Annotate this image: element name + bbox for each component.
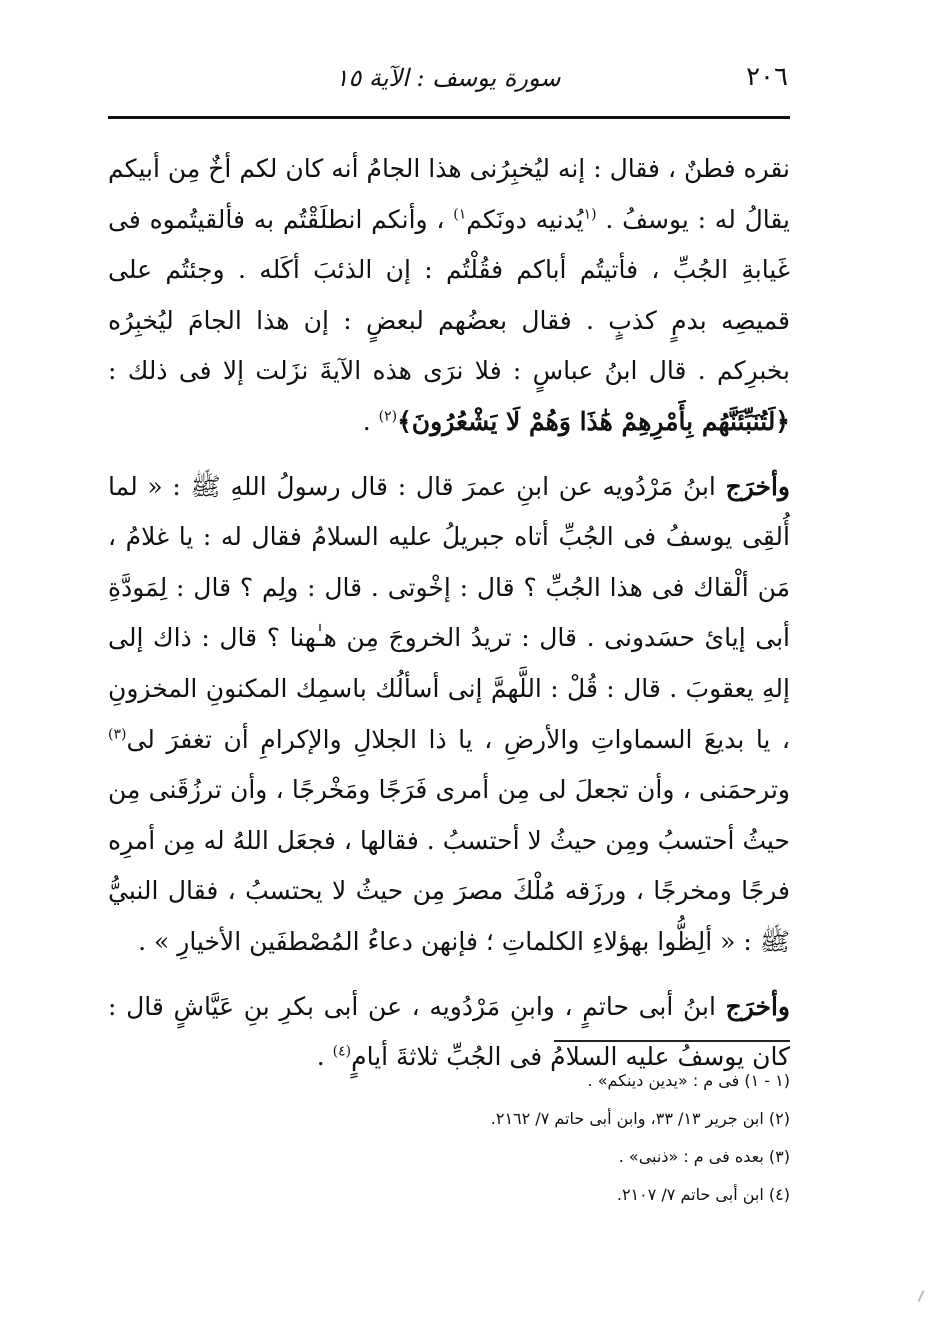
variant-reading-text: يُدنيه دونَكم — [466, 204, 584, 234]
footnote-marker-1-close[interactable]: ١) — [453, 206, 467, 223]
paragraph-text: ، وأنكم انطلَقْتُم به فألقيتُموه فى غَيابةِ الجُبِّ ، فأتيتُم أباكم فقُلْتُم : إن الذئبَ أكَله . وجئتُم على قميصِه بدمٍ كذبٍ . فقال بعضُهم لبعضٍ : إن هذا الجامَ ليُخبِرُه بخبرِكم . قال ابنُ عباسٍ : فلا نرَى هذه الآيةَ نزَلت إلا فى ذلك : — [108, 204, 791, 386]
page-edge-mark — [918, 1290, 925, 1302]
paragraph-text: ابنُ مَرْدُويه عن ابنِ عمرَ قال : قال رسولُ اللهِ ﷺ : « لما أُلقِى يوسفُ فى الجُبِّ أتاه جبريلُ عليه السلامُ فقال له : يا غلامُ ، مَن ألْقاك فى هذا الجُبِّ ؟ قال : إخْوتى . قال : ولِم ؟ قال : لِمَودَّةِ أبى إيائ حسَدونى . قال : تريدُ الخروجَ مِن هـٰهنا ؟ قال : ذاك إلى إلهِ يعقوبَ . قال : قُلْ : اللَّهمَّ إنى أسألُك باسمِك المكنونِ المخزونِ ، يا بديعَ السماواتِ والأرضِ ، يا ذا الجلالِ والإكرامِ أن تغفرَ لى — [108, 471, 790, 754]
footnote-4: (٤) ابن أبى حاتم ٧/ ٢١٠٧. — [616, 1185, 790, 1204]
footnote-marker-4[interactable]: (٤) — [332, 1043, 352, 1060]
paragraph-text: . — [316, 1042, 333, 1072]
footnote-marker-1-open[interactable]: (١ — [583, 206, 597, 223]
paragraph-opener: وأخرَج — [725, 991, 790, 1021]
quran-verse: ﴿لَتُنَبِّئَنَّهُم بِأَمْرِهِمْ هَٰذَا وَهُمْ لَا يَشْعُرُونَ﴾ — [397, 406, 790, 436]
footnote-2: (٢) ابن جرير ١٣/ ٣٣، وابن أبى حاتم ٧/ ٢١٦٢. — [490, 1109, 790, 1128]
paragraph-text: وترحمَنى ، وأن تجعلَ لى مِن أمرى فَرَجًا ومَخْرجًا ، وأن ترزُقَنى مِن حيثُ أحتسبُ ومِن حيثُ لا أحتسبُ . فقالها ، فجعَل اللهُ له مِن أمرِه فرجًا ومخرجًا ، ورزَقه مُلْكَ مصرَ مِن حيثُ لا يحتسبُ ، فقال النبيُّ ﷺ : « ألِظُّوا بهؤلاءِ الكلماتِ ؛ فإنهن دعاءُ المُصْطفَين الأخيارِ » . — [108, 775, 790, 956]
paragraph-text: . — [362, 406, 379, 436]
footnotes — [108, 1062, 790, 1214]
running-title: سورة يوسف : الآية ١٥ — [335, 64, 561, 92]
paragraph-1 — [108, 144, 790, 448]
footnote-1: (١ - ١) فى م : «يدين دينكم» . — [587, 1071, 790, 1090]
main-text — [108, 144, 790, 1083]
paragraph-text: ابنُ أبى حاتمٍ ، وابنِ مَرْدُويه ، عن أبى بكرِ بنِ عَيَّاشٍ قال : كان يوسفُ عليه السلامُ فى الجُبِّ ثلاثةَ أيامٍ — [108, 991, 790, 1072]
header-rule — [108, 116, 790, 119]
footnote-rule — [554, 1040, 790, 1042]
footnote-marker-2[interactable]: (٢) — [378, 408, 398, 425]
paragraph-opener: وأخرَج — [725, 471, 790, 501]
paragraph-2 — [108, 462, 790, 968]
paragraph-text: نقره فطنٌ ، فقال : إنه ليُخبِرُنى هذا الجامُ أنه كان لكم أخٌ مِن أبيكم يقالُ له : يوسفُ . — [108, 154, 790, 234]
page-header — [108, 62, 788, 102]
footnote-3: (٣) بعده فى م : «ذنبى» . — [618, 1147, 790, 1166]
footnote-marker-3[interactable]: (٣) — [108, 726, 127, 743]
page-number: ٢٠٦ — [746, 62, 788, 92]
